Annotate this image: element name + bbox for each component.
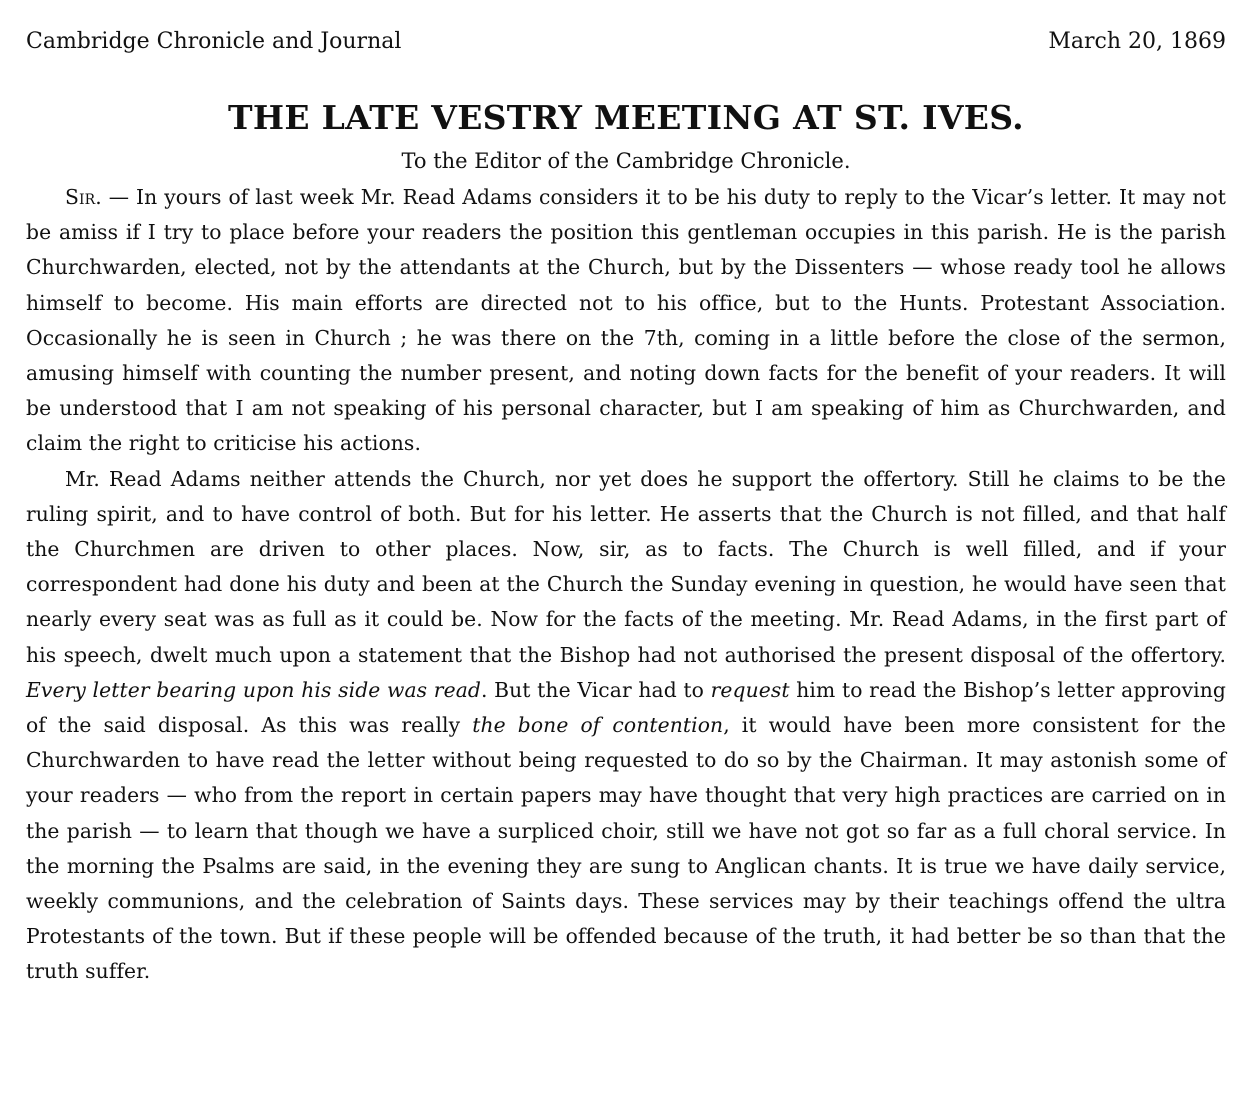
- masthead: [26, 26, 1226, 60]
- article-subheading: To the Editor of the Cambridge Chronicle.: [401, 149, 851, 173]
- italic-phrase-bone-of-contention: the bone of contention: [472, 713, 724, 738]
- newspaper-page: [26, 26, 1226, 990]
- article-body: [26, 180, 1226, 990]
- paragraph-2-text-part-2: . But the Vicar had to: [480, 677, 711, 702]
- paragraph-2-text-part-1: Mr. Read Adams neither attends the Church, nor yet does he support the offertory. Still he claims to be the ruling spirit, and to have control of both. But for his letter. He asserts that the Church is not filled, and that half the Churchmen are driven to other places. Now, sir, as to facts. The Church is well filled, and if your correspondent had done his duty and been at the Church the Sunday evening in question, he would have seen that nearly every seat was as full as it could be. Now for the facts of the meeting. Mr. Read Adams, in the first part of his speech, dwelt much upon a statement that the Bishop had not authorised the present disposal of the offertory.: [26, 466, 1226, 667]
- paragraph-1: [26, 180, 1226, 462]
- publication-name: Cambridge Chronicle and Journal: [26, 29, 402, 54]
- salutation-sir: Sir.: [65, 185, 102, 209]
- italic-word-request: request: [710, 677, 790, 702]
- paragraph-2: [26, 462, 1226, 990]
- italic-phrase-every-letter: Every letter bearing upon his side was read: [26, 677, 481, 702]
- paragraph-2-text-part-4: , it would have been more consistent for the Churchwarden to have read the letter without being requested to do so by the Chairman. It may astonish some of your readers — who from the report in certain papers may have thought that very high practices are carried on in the parish — to learn that though we have a surpliced choir, still we have not got so far as a full choral service. In the morning the Psalms are said, in the evening they are sung to Anglican chants. It is true we have daily service, weekly communions, and the celebration of Saints days. These services may by their teachings offend the ultra Protestants of the town. But if these people will be offended because of the truth, it had better be so than that the truth suffer.: [26, 713, 1226, 984]
- publication-date: March 20, 1869: [1048, 29, 1226, 54]
- paragraph-2-text-part-3: him to read the Bishop’s letter approving of the said disposal. As this was really: [26, 677, 1226, 738]
- paragraph-1-text: — In yours of last week Mr. Read Adams considers it to be his duty to reply to the Vicar’s letter. It may not be amiss if I try to place before your readers the position this gentleman occupies in this parish. He is the parish Churchwarden, elected, not by the attendants at the Church, but by the Dissenters — whose ready tool he allows himself to become. His main efforts are directed not to his office, but to the Hunts. Protestant Association. Occasionally he is seen in Church ; he was there on the 7th, coming in a little before the close of the sermon, amusing himself with counting the number present, and noting down facts for the benefit of your readers. It will be understood that I am not speaking of his personal character, but I am speaking of him as Churchwarden, and claim the right to criticise his actions.: [26, 185, 1226, 456]
- article-headline: THE LATE VESTRY MEETING AT ST. IVES.: [228, 98, 1024, 137]
